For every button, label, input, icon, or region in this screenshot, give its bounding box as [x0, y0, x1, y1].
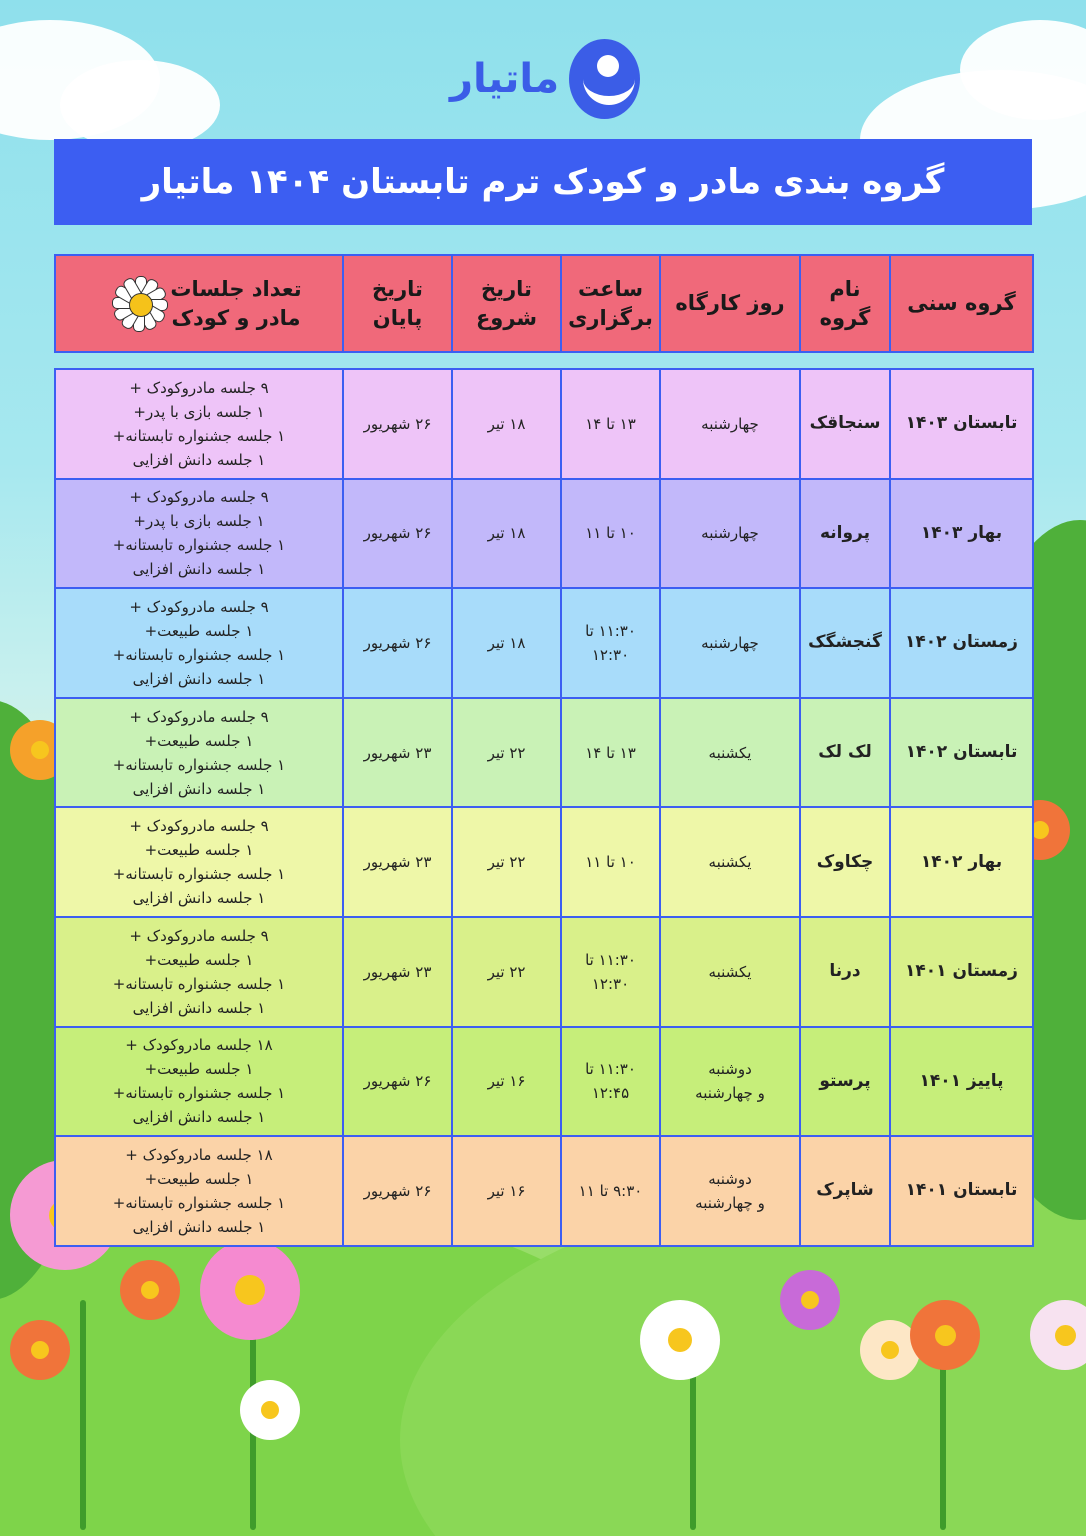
cell-group-name: گنجشگک: [800, 588, 890, 698]
cell-hours: ۱۱:۳۰ تا ۱۲:۳۰: [561, 588, 660, 698]
cell-sessions: ۹ جلسه مادروکودک + ۱ جلسه طبیعت+ ۱ جلسه جشنواره تابستانه+ ۱ جلسه دانش افزایی: [55, 698, 343, 808]
cell-workshop-day: دوشنبه و چهارشنبه: [660, 1136, 800, 1246]
col-end-date: تاریخ پایان: [343, 255, 452, 352]
col-workshop-day: روز کارگاه: [660, 255, 800, 352]
cell-end-date: ۲۳ شهریور: [343, 807, 452, 917]
cell-hours: ۹:۳۰ تا ۱۱: [561, 1136, 660, 1246]
cell-hours: ۱۱:۳۰ تا ۱۲:۳۰: [561, 917, 660, 1027]
table-row: [55, 1136, 1033, 1246]
cell-age-group: بهار ۱۴۰۳: [890, 479, 1033, 589]
cell-start-date: ۱۸ تیر: [452, 479, 561, 589]
cell-start-date: ۲۲ تیر: [452, 807, 561, 917]
cell-group-name: سنجاقک: [800, 369, 890, 479]
cell-workshop-day: چهارشنبه: [660, 479, 800, 589]
cell-start-date: ۲۲ تیر: [452, 917, 561, 1027]
cell-sessions: ۹ جلسه مادروکودک + ۱ جلسه طبیعت+ ۱ جلسه جشنواره تابستانه+ ۱ جلسه دانش افزایی: [55, 588, 343, 698]
cell-workshop-day: چهارشنبه: [660, 588, 800, 698]
col-group-name: نام گروه: [800, 255, 890, 352]
cell-sessions: ۹ جلسه مادروکودک + ۱ جلسه طبیعت+ ۱ جلسه جشنواره تابستانه+ ۱ جلسه دانش افزایی: [55, 807, 343, 917]
table-row: [55, 369, 1033, 479]
table-row: [55, 807, 1033, 917]
brand-mark-icon: [569, 39, 640, 119]
table-row: [55, 479, 1033, 589]
cell-age-group: تابستان ۱۴۰۳: [890, 369, 1033, 479]
cell-age-group: تابستان ۱۴۰۱: [890, 1136, 1033, 1246]
cell-age-group: بهار ۱۴۰۲: [890, 807, 1033, 917]
cell-sessions: ۱۸ جلسه مادروکودک + ۱ جلسه طبیعت+ ۱ جلسه جشنواره تابستانه+ ۱ جلسه دانش افزایی: [55, 1136, 343, 1246]
col-age-group: گروه سنی: [890, 255, 1033, 352]
cell-age-group: زمستان ۱۴۰۱: [890, 917, 1033, 1027]
cell-hours: ۱۳ تا ۱۴: [561, 369, 660, 479]
cell-hours: ۱۰ تا ۱۱: [561, 479, 660, 589]
cell-sessions: ۱۸ جلسه مادروکودک + ۱ جلسه طبیعت+ ۱ جلسه جشنواره تابستانه+ ۱ جلسه دانش افزایی: [55, 1027, 343, 1137]
schedule-header: [54, 254, 1034, 353]
cell-sessions: ۹ جلسه مادروکودک + ۱ جلسه طبیعت+ ۱ جلسه جشنواره تابستانه+ ۱ جلسه دانش افزایی: [55, 917, 343, 1027]
cell-workshop-day: یکشنبه: [660, 698, 800, 808]
cell-end-date: ۲۳ شهریور: [343, 698, 452, 808]
cell-end-date: ۲۶ شهریور: [343, 369, 452, 479]
cell-hours: ۱۳ تا ۱۴: [561, 698, 660, 808]
col-hours: ساعت برگزاری: [561, 255, 660, 352]
schedule-table: [54, 368, 1034, 1247]
cell-start-date: ۱۸ تیر: [452, 588, 561, 698]
cell-age-group: زمستان ۱۴۰۲: [890, 588, 1033, 698]
cell-group-name: چکاوک: [800, 807, 890, 917]
cell-age-group: پاییز ۱۴۰۱: [890, 1027, 1033, 1137]
cell-workshop-day: دوشنبه و چهارشنبه: [660, 1027, 800, 1137]
brand-logo: [450, 38, 640, 120]
cell-start-date: ۱۶ تیر: [452, 1027, 561, 1137]
table-row: [55, 917, 1033, 1027]
cell-group-name: لک لک: [800, 698, 890, 808]
cell-group-name: شاپرک: [800, 1136, 890, 1246]
cell-workshop-day: یکشنبه: [660, 807, 800, 917]
cell-end-date: ۲۳ شهریور: [343, 917, 452, 1027]
cell-workshop-day: چهارشنبه: [660, 369, 800, 479]
page-title: گروه بندی مادر و کودک ترم تابستان ۱۴۰۴ ماتیار: [54, 139, 1032, 225]
table-row: [55, 698, 1033, 808]
col-start-date: تاریخ شروع: [452, 255, 561, 352]
cell-end-date: ۲۶ شهریور: [343, 1136, 452, 1246]
cell-group-name: پروانه: [800, 479, 890, 589]
cell-workshop-day: یکشنبه: [660, 917, 800, 1027]
cell-group-name: پرستو: [800, 1027, 890, 1137]
cell-end-date: ۲۶ شهریور: [343, 1027, 452, 1137]
col-sessions: تعداد جلسات مادر و کودک: [55, 255, 343, 352]
cell-hours: ۱۰ تا ۱۱: [561, 807, 660, 917]
cell-group-name: درنا: [800, 917, 890, 1027]
cell-end-date: ۲۶ شهریور: [343, 479, 452, 589]
table-row: [55, 588, 1033, 698]
daisy-icon: [110, 274, 170, 334]
cell-start-date: ۲۲ تیر: [452, 698, 561, 808]
table-row: [55, 1027, 1033, 1137]
cell-end-date: ۲۶ شهریور: [343, 588, 452, 698]
cell-sessions: ۹ جلسه مادروکودک + ۱ جلسه بازی با پدر+ ۱ جلسه جشنواره تابستانه+ ۱ جلسه دانش افزایی: [55, 369, 343, 479]
cell-age-group: تابستان ۱۴۰۲: [890, 698, 1033, 808]
cell-sessions: ۹ جلسه مادروکودک + ۱ جلسه بازی با پدر+ ۱ جلسه جشنواره تابستانه+ ۱ جلسه دانش افزایی: [55, 479, 343, 589]
cell-start-date: ۱۶ تیر: [452, 1136, 561, 1246]
brand-name: ماتیار: [450, 56, 560, 102]
cell-start-date: ۱۸ تیر: [452, 369, 561, 479]
cell-hours: ۱۱:۳۰ تا ۱۲:۴۵: [561, 1027, 660, 1137]
